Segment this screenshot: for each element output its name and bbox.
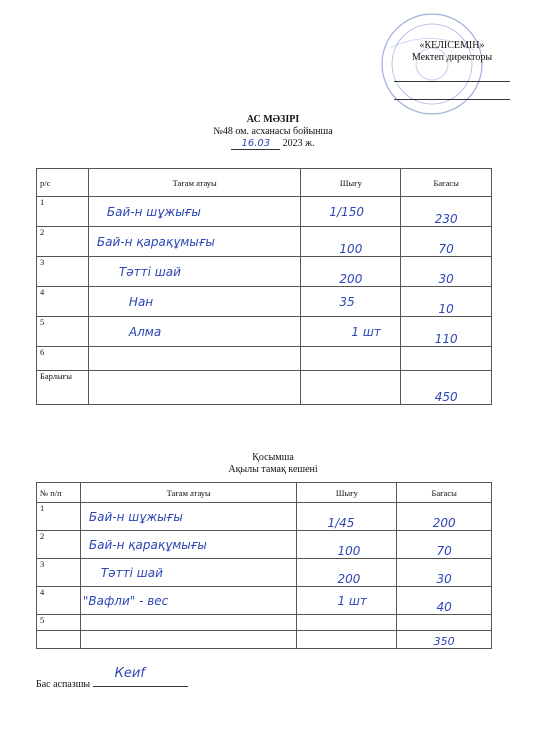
paid-menu-table <box>36 482 492 649</box>
row-yield: 35 <box>301 287 401 317</box>
table-row <box>37 287 492 317</box>
row-price: 230 <box>401 197 492 227</box>
row-num: 1 <box>37 197 89 227</box>
row-price: 30 <box>401 257 492 287</box>
row-num: 2 <box>37 531 81 559</box>
row-name: "Вафли" - вес <box>80 587 297 615</box>
approval-title: «КЕЛІСЕМІН» <box>419 40 485 51</box>
row-price <box>401 347 492 371</box>
date-suffix: 2023 ж. <box>282 138 315 149</box>
table-row <box>37 347 492 371</box>
row-name: Тәтті шай <box>88 257 301 287</box>
menu-date <box>0 138 546 149</box>
director-signature-line <box>394 67 510 82</box>
table-row <box>37 587 492 615</box>
row-name: Бай-н қарақұмығы <box>80 531 297 559</box>
date-handwritten: 16.03 <box>231 138 280 150</box>
row-price: 200 <box>397 503 492 531</box>
menu-subtitle: №48 ом. асханасы бойынша <box>213 126 333 137</box>
approval-subtitle: Мектеп директоры <box>411 52 493 63</box>
table-header-row <box>37 483 492 503</box>
col-header-yield: Шығу <box>297 483 397 503</box>
table-header-row <box>37 169 492 197</box>
row-num: 4 <box>37 587 81 615</box>
row-name: Бай-н қарақұмығы <box>88 227 301 257</box>
row-price: 10 <box>401 287 492 317</box>
row-name <box>88 347 301 371</box>
approval-block <box>382 40 522 100</box>
row-price: 110 <box>401 317 492 347</box>
col-header-num: № п/п <box>37 483 81 503</box>
table-row <box>37 197 492 227</box>
row-name <box>80 615 297 631</box>
section2-title: Қосымша <box>252 452 294 463</box>
row-name: Бай-н шұжығы <box>80 503 297 531</box>
row-num: 3 <box>37 559 81 587</box>
table-row <box>37 227 492 257</box>
row-price: 40 <box>397 587 492 615</box>
row-name: Алма <box>88 317 301 347</box>
row-yield <box>297 615 397 631</box>
row-num: 5 <box>37 317 89 347</box>
total-value: 450 <box>401 371 492 405</box>
col-header-yield: Шығу <box>301 169 401 197</box>
row-yield: 100 <box>297 531 397 559</box>
col-header-name: Тағам атауы <box>80 483 297 503</box>
chef-signature-block <box>36 666 188 690</box>
col-header-price: Бағасы <box>401 169 492 197</box>
row-yield: 100 <box>301 227 401 257</box>
row-num: 6 <box>37 347 89 371</box>
total-value: 350 <box>397 631 492 649</box>
row-num: 3 <box>37 257 89 287</box>
section2-subtitle: Ақылы тамақ кешені <box>228 464 318 475</box>
menu-table <box>36 168 492 405</box>
col-header-num: р/с <box>37 169 89 197</box>
row-num: 4 <box>37 287 89 317</box>
row-name: Нан <box>88 287 301 317</box>
menu-title: АС МӘЗІРІ <box>246 114 300 125</box>
chef-signature: Кеиf <box>114 666 145 681</box>
chef-signature-line <box>93 666 188 687</box>
row-yield: 1 шт <box>301 317 401 347</box>
row-yield: 1/45 <box>297 503 397 531</box>
table-row <box>37 615 492 631</box>
row-yield <box>301 347 401 371</box>
total-row <box>37 631 492 649</box>
row-num: 5 <box>37 615 81 631</box>
table-row <box>37 503 492 531</box>
table-row <box>37 531 492 559</box>
chef-label: Бас аспазшы <box>36 679 91 690</box>
col-header-price: Бағасы <box>397 483 492 503</box>
row-yield: 1/150 <box>301 197 401 227</box>
total-label: Барлығы <box>37 371 89 405</box>
total-row <box>37 371 492 405</box>
row-num: 2 <box>37 227 89 257</box>
table-row <box>37 559 492 587</box>
row-yield: 200 <box>301 257 401 287</box>
row-price: 70 <box>401 227 492 257</box>
row-price: 70 <box>397 531 492 559</box>
row-yield: 200 <box>297 559 397 587</box>
row-price <box>397 615 492 631</box>
row-price: 30 <box>397 559 492 587</box>
table-row <box>37 257 492 287</box>
approval-date-line <box>394 85 510 100</box>
row-name: Тәтті шай <box>80 559 297 587</box>
row-num: 1 <box>37 503 81 531</box>
row-name: Бай-н шұжығы <box>88 197 301 227</box>
row-yield: 1 шт <box>297 587 397 615</box>
table-row <box>37 317 492 347</box>
col-header-name: Тағам атауы <box>88 169 301 197</box>
